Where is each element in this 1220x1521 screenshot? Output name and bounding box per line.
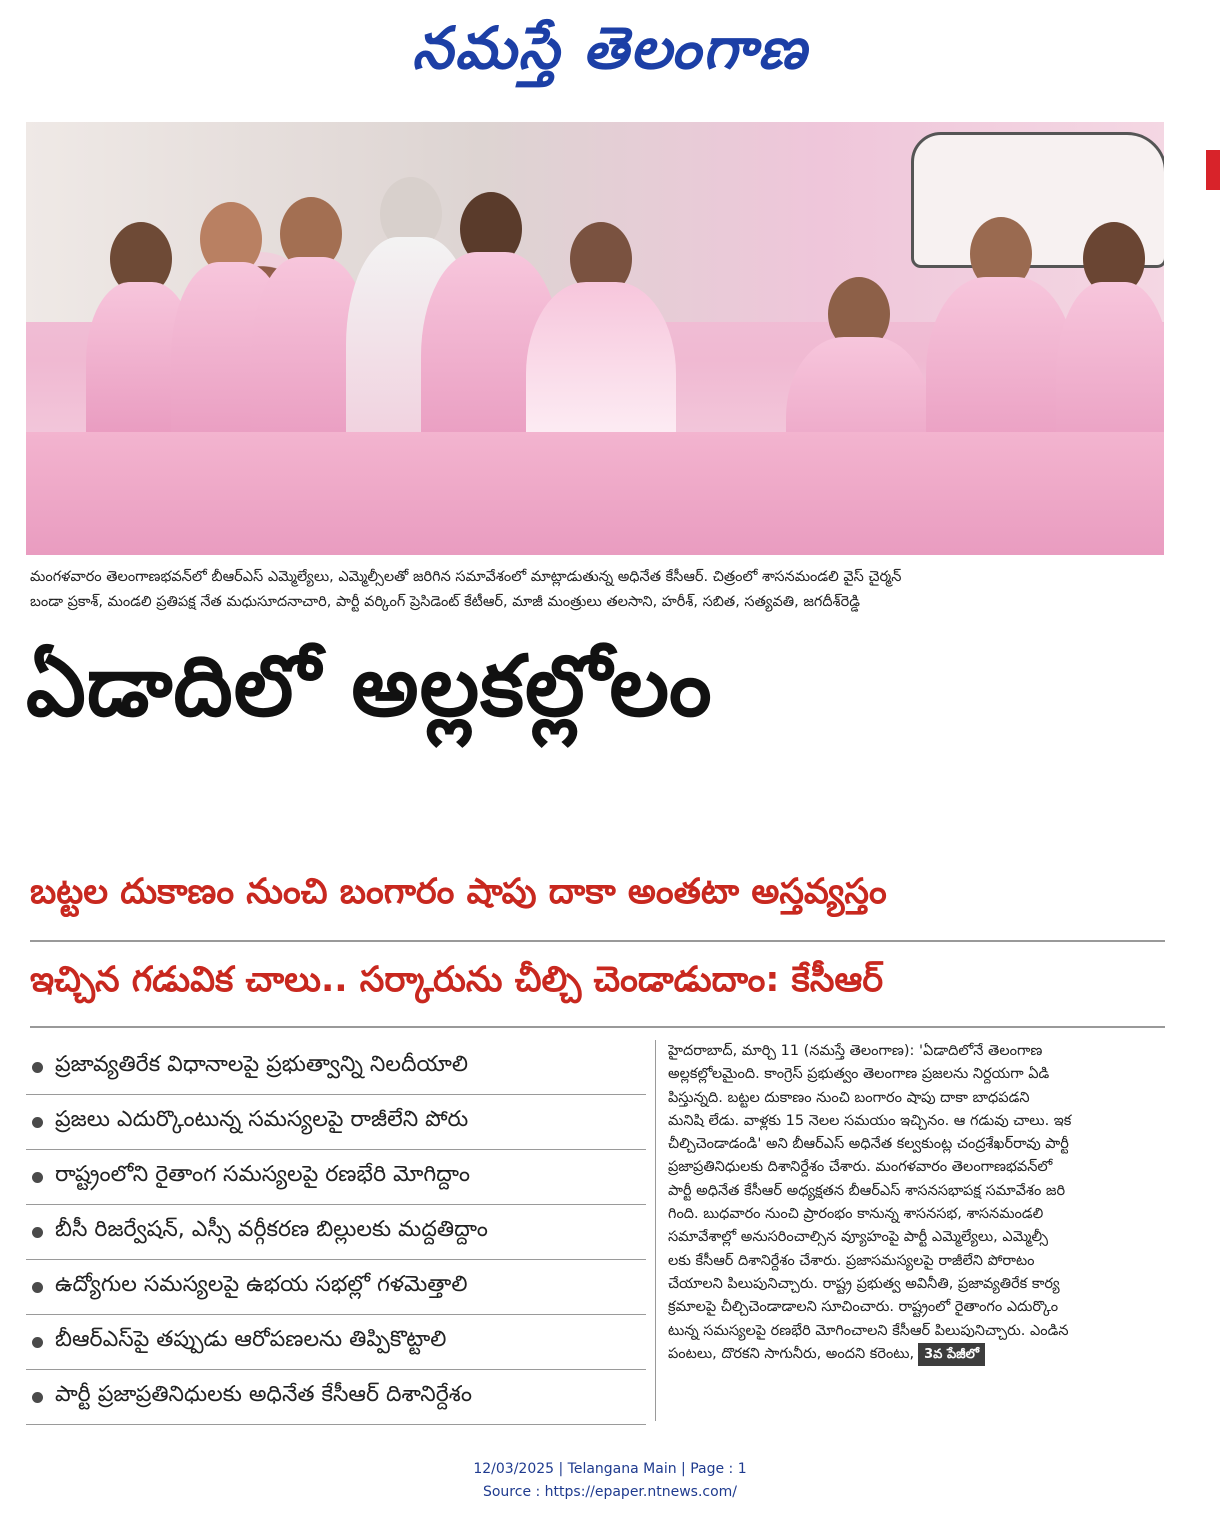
article-line: టున్న సమస్యలపై రణభేరి మోగించాలని కేసీఆర్ పిలుపునిచ్చారు. ఎండిన [668,1322,1069,1339]
article-line: చేయాలని పిలుపునిచ్చారు. రాష్ట్ర ప్రభుత్వ అవినీతి, ప్రజావ్యతిరేక కార్య [668,1275,1060,1292]
subheadline-1: బట్టల దుకాణం నుంచి బంగారం షాపు దాకా అంతటా అస్తవ్యస్తం [30,872,887,912]
article-line: గింది. బుధవారం నుంచి ప్రారంభం కానున్న శాసనసభ, శాసనమండలి [668,1206,1044,1223]
page-footer [0,1458,1220,1504]
list-item: రాష్ట్రంలోని రైతాంగ సమస్యలపై రణభేరి మోగిద్దాం [26,1150,646,1205]
article-line: పిస్తున్నది. బట్టల దుకాణం నుంచి బంగారం షాపు దాకా బాధపడని [668,1089,1030,1106]
list-item: ఉద్యోగుల సమస్యలపై ఉభయ సభల్లో గళమెత్తాలి [26,1260,646,1315]
masthead [0,0,1220,110]
highlights-list [26,1040,646,1425]
list-item: పార్టీ ప్రజాప్రతినిధులకు అధినేత కేసీఆర్ దిశానిర్దేశం [26,1370,646,1425]
article-line: పార్టీ అధినేత కేసీఆర్ అధ్యక్షతన బీఆర్‌ఎస్ శాసనసభాపక్ష సమావేశం జరి [668,1182,1066,1199]
list-item: బీఆర్‌ఎస్‌పై తప్పుడు ఆరోపణలను తిప్పికొట్టాలి [26,1315,646,1370]
article-last-line: పంటలు, దొరకని సాగునీరు, అందని కరెంటు, [668,1345,915,1362]
page-edge-marker [1206,150,1220,190]
bullet-icon [32,1337,43,1348]
bullet-icon [32,1282,43,1293]
footer-edition-info: 12/03/2025 | Telangana Main | Page : 1 [473,1461,747,1477]
divider [30,940,1165,942]
article-line: క్రమాలపై చీల్చిచెండాడాలని సూచించారు. రాష్ట్రంలో రైతాంగం ఎదుర్కొం [668,1299,1059,1316]
list-item: ప్రజలు ఎదుర్కొంటున్న సమస్యలపై రాజీలేని పోరు [26,1095,646,1150]
list-item: బీసీ రిజర్వేషన్, ఎస్సీ వర్గీకరణ బిల్లులకు మద్దతిద్దాం [26,1205,646,1260]
footer-source-link[interactable]: Source : https://epaper.ntnews.com/ [482,1484,738,1500]
subheadline-2: ఇచ్చిన గడువిక చాలు.. సర్కారును చీల్చి చెండాడుదాం: కేసీఆర్ [30,960,884,1000]
article-line: సమావేశాల్లో అనుసరించాల్సిన వ్యూహంపై పార్టీ ఎమ్మెల్యేలు, ఎమ్మెల్సీ [668,1229,1048,1246]
photo-table [26,432,1164,555]
bullet-icon [32,1227,43,1238]
bullet-icon [32,1117,43,1128]
article-body [655,1040,1208,1421]
list-item: ప్రజావ్యతిరేక విధానాలపై ప్రభుత్వాన్ని నిలదీయాలి [26,1040,646,1095]
news-photo [26,122,1164,555]
article-line: ప్రజాప్రతినిధులకు దిశానిర్దేశం చేశారు. మంగళవారం తెలంగాణభవన్‌లో [668,1159,1053,1176]
article-line: మనిషి లేడు. వాళ్లకు 15 నెలల సమయం ఇచ్చినం. ఆ గడువు చాలు. ఇక [668,1112,1072,1129]
newspaper-title: నమస్తే తెలంగాణ [412,13,808,82]
continued-on-page-link[interactable]: 3వ పేజీలో [918,1343,985,1366]
caption-line: మంగళవారం తెలంగాణభవన్‌లో బీఆర్‌ఎస్ ఎమ్మెల్యేలు, ఎమ్మెల్సీలతో జరిగిన సమావేశంలో మాట్లాడుతున్న అధినేత కేసీఆర్. చిత్రంలో శాసనమండలి వైస్ చైర్మన్ [30,569,902,585]
bullet-icon [32,1172,43,1183]
photo-caption [30,565,1168,615]
article-line: హైదరాబాద్, మార్చి 11 (నమస్తే తెలంగాణ): 'ఏడాదిలోనే తెలంగాణ [668,1043,1043,1059]
article-line: చీల్చిచెండాడండి' అని బీఆర్‌ఎస్ అధినేత కల్వకుంట్ల చంద్రశేఖర్‌రావు పార్టీ [668,1136,1069,1153]
article-line: అల్లకల్లోలమైంది. కాంగ్రెస్ ప్రభుత్వం తెలంగాణ ప్రజలను నిర్దయగా ఏడి [668,1066,1050,1083]
bullet-icon [32,1062,43,1073]
bullet-icon [32,1392,43,1403]
article-line: లకు కేసీఆర్ దిశానిర్దేశం చేశారు. ప్రజాసమస్యలపై రాజీలేని పోరాటం [668,1252,1035,1269]
article-line [668,1343,1208,1366]
main-headline: ఏడాదిలో అల్లకల్లోలం [26,640,713,735]
divider [30,1026,1165,1028]
caption-line: బండా ప్రకాశ్, మండలి ప్రతిపక్ష నేత మధుసూదనాచారి, పార్టీ వర్కింగ్ ప్రెసిడెంట్ కేటీఆర్, మాజీ మంత్రులు తలసాని, హరీశ్, సబిత, సత్యవతి, జగదీశ్‌రెడ్డి [30,594,860,610]
